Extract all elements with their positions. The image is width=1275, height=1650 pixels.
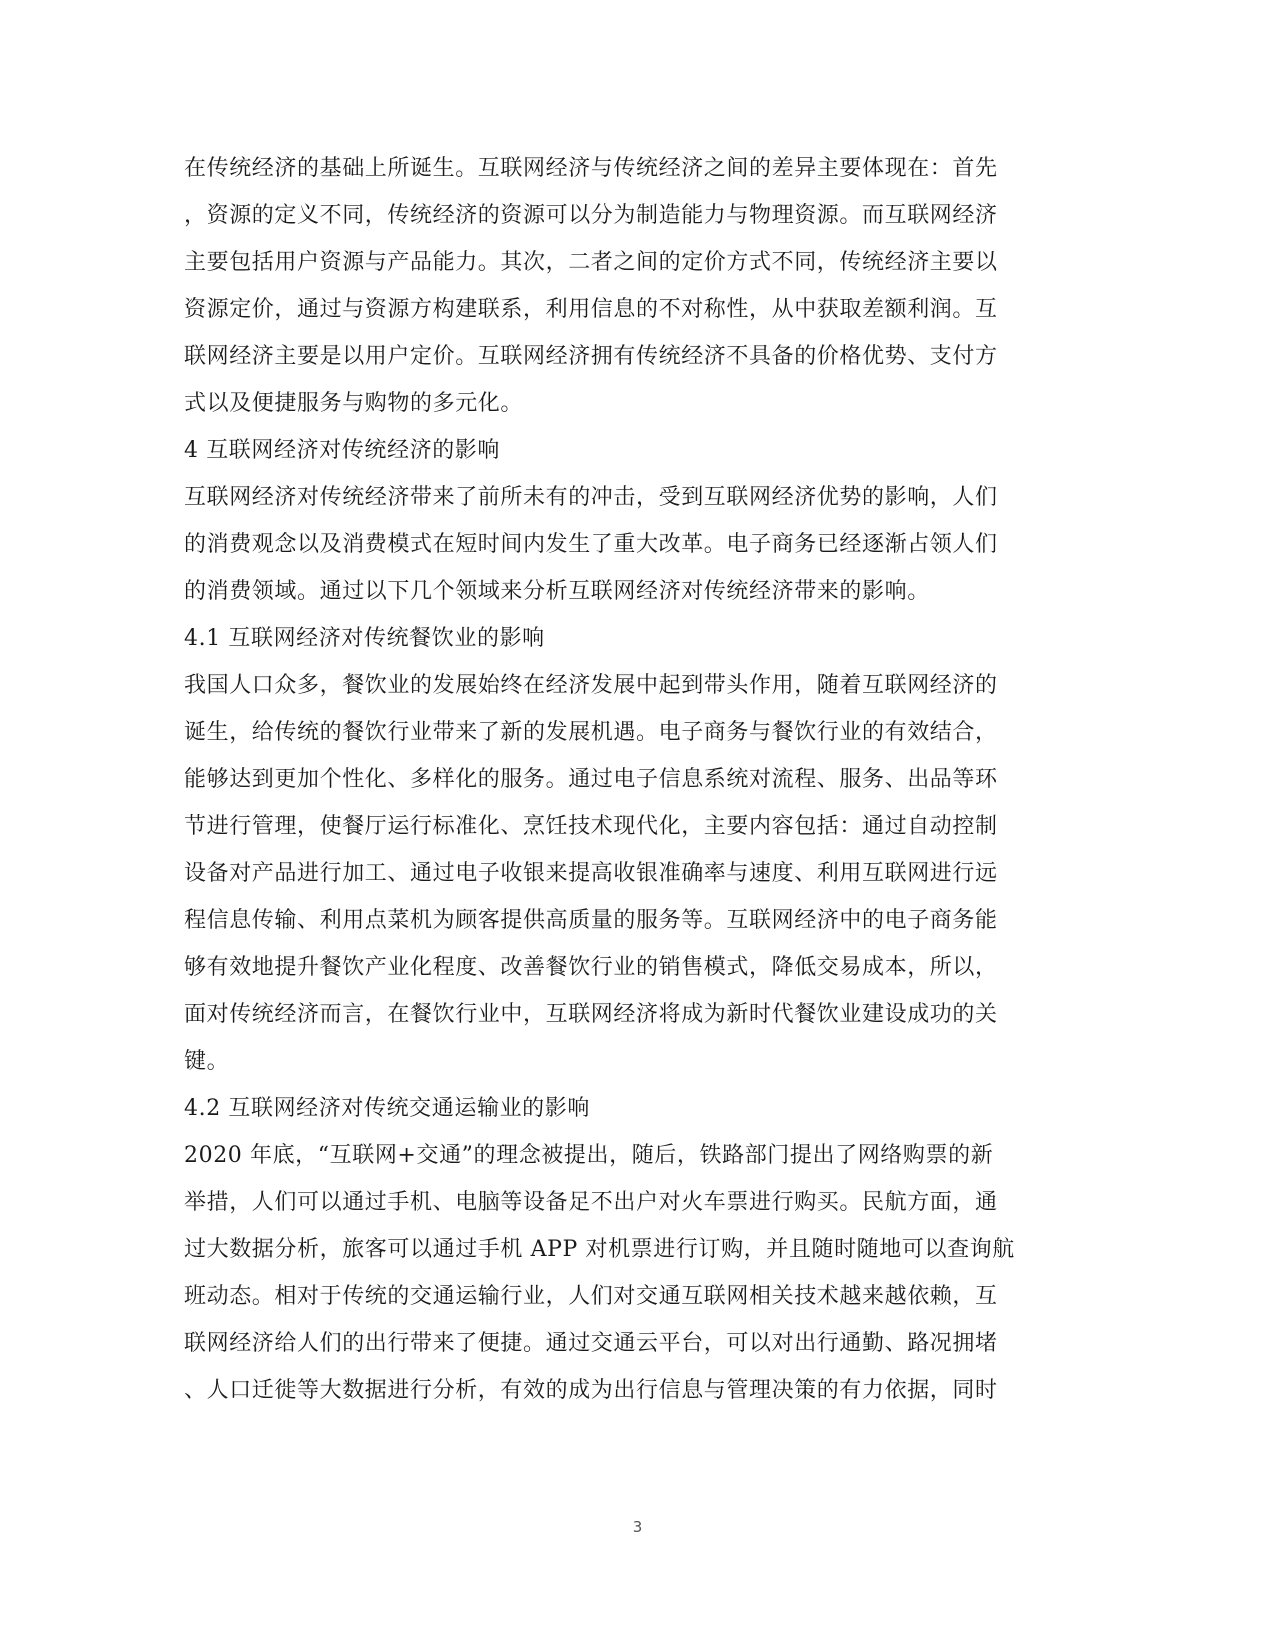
body-text-line: 的消费观念以及消费模式在短时间内发生了重大改革。电子商务已经逐渐占领人们	[184, 532, 998, 557]
body-text-line: 设备对产品进行加工、通过电子收银来提高收银准确率与速度、利用互联网进行远	[184, 861, 998, 886]
body-text-line: 能够达到更加个性化、多样化的服务。通过电子信息系统对流程、服务、出品等环	[184, 767, 998, 792]
body-text-line: 联网经济主要是以用户定价。互联网经济拥有传统经济不具备的价格优势、支付方	[184, 344, 998, 369]
body-text-line: 式以及便捷服务与购物的多元化。	[184, 391, 524, 416]
body-text-line: 主要包括用户资源与产品能力。其次，二者之间的定价方式不同，传统经济主要以	[184, 250, 998, 275]
body-text-line: 资源定价，通过与资源方构建联系，利用信息的不对称性，从中获取差额利润。互	[184, 297, 998, 322]
body-text-line: 诞生，给传统的餐饮行业带来了新的发展机遇。电子商务与餐饮行业的有效结合，	[184, 720, 998, 745]
subsection-heading: 4.1 互联网经济对传统餐饮业的影响	[184, 626, 545, 651]
body-text-line: 、人口迁徙等大数据进行分析，有效的成为出行信息与管理决策的有力依据，同时	[184, 1378, 998, 1403]
body-text-line: 我国人口众多，餐饮业的发展始终在经济发展中起到带头作用，随着互联网经济的	[184, 673, 998, 698]
body-text-line: 在传统经济的基础上所诞生。互联网经济与传统经济之间的差异主要体现在：首先	[184, 156, 998, 181]
body-text-line: 班动态。相对于传统的交通运输行业，人们对交通互联网相关技术越来越依赖，互	[184, 1284, 998, 1309]
body-text-line: 够有效地提升餐饮产业化程度、改善餐饮行业的销售模式，降低交易成本，所以，	[184, 955, 998, 980]
body-text-line: 键。	[184, 1049, 230, 1074]
body-text-line: 面对传统经济而言，在餐饮行业中，互联网经济将成为新时代餐饮业建设成功的关	[184, 1002, 998, 1027]
body-text-line: 程信息传输、利用点菜机为顾客提供高质量的服务等。互联网经济中的电子商务能	[184, 908, 998, 933]
body-text-line: 过大数据分析，旅客可以通过手机 APP 对机票进行订购，并且随时随地可以查询航	[184, 1237, 1015, 1262]
body-text-line: 举措，人们可以通过手机、电脑等设备足不出户对火车票进行购买。民航方面，通	[184, 1190, 998, 1215]
body-text-line: ，资源的定义不同，传统经济的资源可以分为制造能力与物理资源。而互联网经济	[184, 203, 998, 228]
body-text-line: 互联网经济对传统经济带来了前所未有的冲击，受到互联网经济优势的影响，人们	[184, 485, 998, 510]
page-number: 3	[632, 1518, 643, 1536]
body-text-line: 节进行管理，使餐厅运行标准化、烹饪技术现代化，主要内容包括：通过自动控制	[184, 814, 998, 839]
body-text-line: 的消费领域。通过以下几个领域来分析互联网经济对传统经济带来的影响。	[184, 579, 930, 604]
subsection-heading: 4.2 互联网经济对传统交通运输业的影响	[184, 1096, 590, 1121]
section-heading: 4 互联网经济对传统经济的影响	[184, 438, 500, 463]
body-text-line: 联网经济给人们的出行带来了便捷。通过交通云平台，可以对出行通勤、路况拥堵	[184, 1331, 998, 1356]
body-text-line: 2020 年底，“互联网+交通”的理念被提出，随后，铁路部门提出了网络购票的新	[184, 1143, 994, 1168]
